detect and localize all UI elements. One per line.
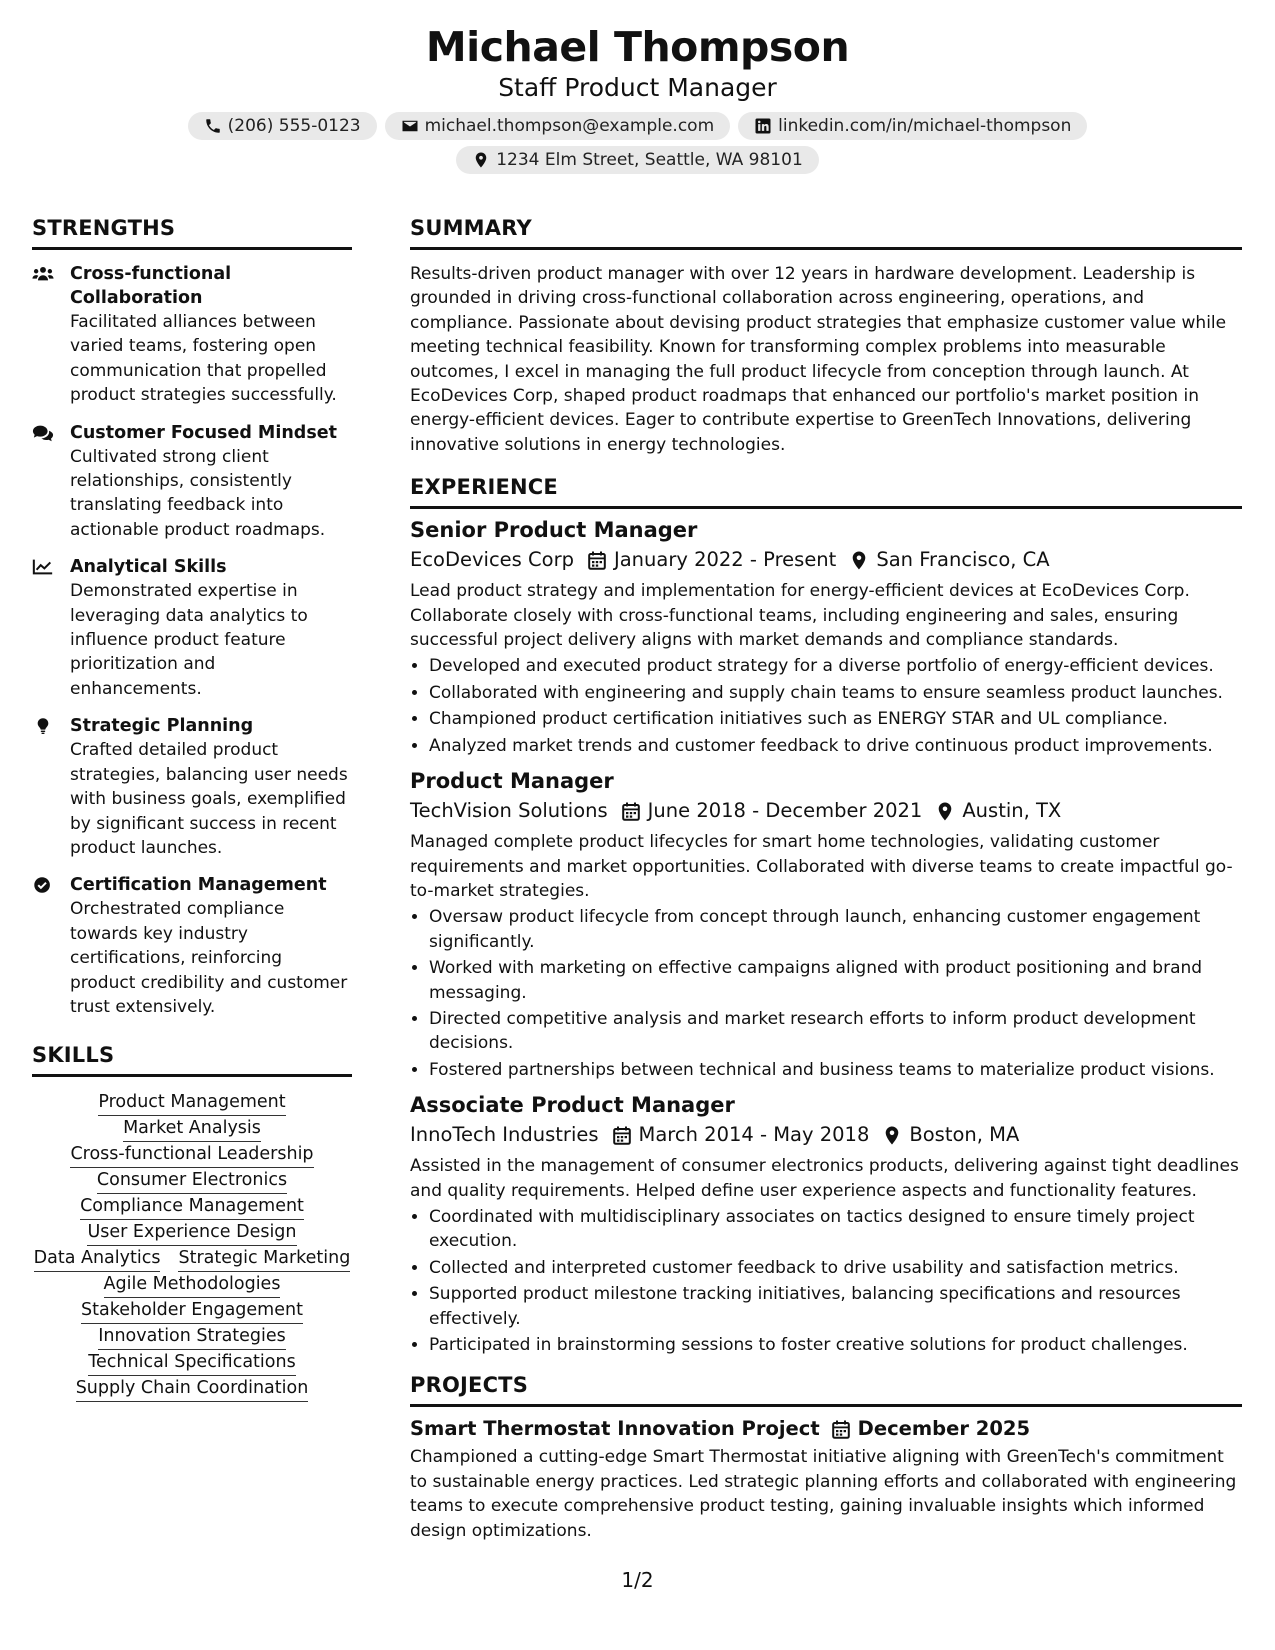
map-marker-icon xyxy=(883,1126,901,1145)
strength-desc: Orchestrated compliance towards key industry certifications, reinforcing product credibility and customer trust extensively. xyxy=(70,899,348,1017)
summary-text: Results-driven product manager with over 12 years in hardware development. Leadership is grounded in driving cross-functional collaboration across engineering, operations, and compliance. Passionate about devising product strategies that emphasize customer value while meeting technical feasibility. Known for transforming complex problems into measurable outcomes, I excel in managing the full product lifecycle from conception through launch. At EcoDevices Corp, shaped product roadmaps that enhanced our portfolio's market position in energy-efficient devices. Eager to contribute expertise to GreenTech Innovations, delivering innovative solutions in energy technologies. xyxy=(410,264,1227,455)
left-column xyxy=(32,214,352,1401)
skill-row xyxy=(32,1115,352,1141)
skill-tag: Compliance Management xyxy=(80,1196,304,1220)
comments-icon xyxy=(32,424,54,442)
job-dates: January 2022 - Present xyxy=(613,548,837,572)
skill-row xyxy=(32,1219,352,1245)
calendar-icon xyxy=(622,802,640,821)
bullet-item: • Oversaw product lifecycle from concept through launch, enhancing customer engagement significantly. xyxy=(429,905,1242,954)
phone-icon xyxy=(204,117,222,135)
job-location: San Francisco, CA xyxy=(876,548,1050,572)
job-meta xyxy=(410,796,1242,826)
skill-tag: Innovation Strategies xyxy=(98,1326,286,1350)
skills-list xyxy=(32,1089,352,1401)
bullet-item: • Participated in brainstorming sessions to foster creative solutions for product challenges. xyxy=(429,1333,1242,1357)
job-company: TechVision Solutions xyxy=(410,799,608,823)
bullet-item: • Coordinated with multidisciplinary associates on tactics designed to ensure timely project execution. xyxy=(429,1205,1242,1254)
bullet-item: • Collaborated with engineering and supply chain teams to ensure seamless product launches. xyxy=(429,681,1242,705)
map-marker-icon xyxy=(936,802,954,821)
calendar-icon xyxy=(588,551,606,570)
skill-row xyxy=(32,1375,352,1401)
strength-desc: Demonstrated expertise in leveraging data analytics to influence product feature prioritization and enhancements. xyxy=(70,581,308,699)
job-location: Austin, TX xyxy=(962,799,1062,823)
job-company: EcoDevices Corp xyxy=(410,548,574,572)
skill-row xyxy=(32,1323,352,1349)
bullet-item: • Supported product milestone tracking initiatives, balancing specifications and resources effectively. xyxy=(429,1282,1242,1331)
strength-desc: Facilitated alliances between varied teams, fostering open communication that propelled product strategies successfully. xyxy=(70,312,337,406)
project-entry xyxy=(410,1415,1242,1543)
map-marker-icon xyxy=(850,551,868,570)
strength-title: Cross-functional Collaboration xyxy=(70,264,232,308)
skill-tag: User Experience Design xyxy=(87,1222,296,1246)
skill-tag: Market Analysis xyxy=(123,1118,261,1142)
skill-row xyxy=(32,1141,352,1167)
skill-row xyxy=(32,1193,352,1219)
right-column xyxy=(410,214,1242,1543)
skill-row xyxy=(32,1271,352,1297)
skill-tag: Agile Methodologies xyxy=(104,1274,281,1298)
job-meta xyxy=(410,1120,1242,1150)
skill-tag: Stakeholder Engagement xyxy=(81,1300,303,1324)
address-text: 1234 Elm Street, Seattle, WA 98101 xyxy=(496,150,803,170)
linkedin-contact[interactable] xyxy=(738,112,1087,140)
resume-header xyxy=(0,20,1275,174)
bullet-item: • Fostered partnerships between technical and business teams to materialize product visions. xyxy=(429,1058,1242,1082)
skill-tag: Technical Specifications xyxy=(88,1352,295,1376)
map-marker-icon xyxy=(472,151,490,169)
job-entry xyxy=(410,515,1242,758)
strengths-heading: STRENGTHS xyxy=(32,214,352,250)
address-contact xyxy=(456,146,819,174)
project-date: December 2025 xyxy=(857,1417,1031,1441)
bullet-item: • Developed and executed product strategy for a diverse portfolio of energy-efficient devices. xyxy=(429,654,1242,678)
linkedin-icon xyxy=(754,117,772,135)
job-desc: Assisted in the management of consumer electronics products, delivering against tight deadlines and quality requirements. Helped define user experience aspects and functionality features. xyxy=(410,1156,1239,1201)
job-title: Associate Product Manager xyxy=(410,1093,735,1118)
job-title: Senior Product Manager xyxy=(410,518,698,543)
strength-item xyxy=(32,421,352,543)
strength-title: Customer Focused Mindset xyxy=(70,422,337,443)
lightbulb-icon xyxy=(32,717,54,735)
job-desc: Managed complete product lifecycles for smart home technologies, validating customer requirements and market opportunities. Collaborated with diverse teams to create impactful go-to-market strategies. xyxy=(410,832,1233,901)
skill-tag: Supply Chain Coordination xyxy=(76,1378,309,1402)
job-desc: Lead product strategy and implementation for energy-efficient devices at EcoDevices Corp. Collaborate closely with cross-functional teams, including engineering and sales, ensuring successful project delivery aligns with market demands and compliance standards. xyxy=(410,581,1190,651)
job-location: Boston, MA xyxy=(909,1123,1020,1147)
contact-info xyxy=(0,112,1275,174)
job-company: InnoTech Industries xyxy=(410,1123,599,1147)
job-bullets xyxy=(410,1205,1242,1357)
phone-contact[interactable] xyxy=(188,112,377,140)
projects-heading: PROJECTS xyxy=(410,1371,1242,1407)
skill-row xyxy=(32,1297,352,1323)
strength-desc: Cultivated strong client relationships, consistently translating feedback into actionable product roadmaps. xyxy=(70,446,326,540)
bullet-item: • Worked with marketing on effective campaigns aligned with product positioning and brand messaging. xyxy=(429,956,1242,1005)
strength-desc: Crafted detailed product strategies, balancing user needs with business goals, exemplified by significant success in recent product launches. xyxy=(70,740,348,858)
project-desc: Championed a cutting-edge Smart Thermostat initiative aligning with GreenTech's commitment to sustainable energy practices. Led strategic planning efforts and collaborated with engineering teams to execute comprehensive product testing, gaining invaluable insights which informed design optimizations. xyxy=(410,1447,1237,1541)
job-title: Product Manager xyxy=(410,769,614,794)
bullet-item: • Analyzed market trends and customer feedback to drive continuous product improvements. xyxy=(429,734,1242,758)
skill-row xyxy=(32,1089,352,1115)
job-bullets xyxy=(410,654,1242,758)
calendar-icon xyxy=(832,1420,850,1439)
skills-heading: SKILLS xyxy=(32,1041,352,1077)
check-circle-icon xyxy=(32,876,54,894)
bullet-item: • Championed product certification initiatives such as ENERGY STAR and UL compliance. xyxy=(429,707,1242,731)
job-entry xyxy=(410,766,1242,1082)
job-dates: March 2014 - May 2018 xyxy=(638,1123,870,1147)
bullet-item: • Directed competitive analysis and market research efforts to inform product development decisions. xyxy=(429,1007,1242,1056)
skill-tag: Consumer Electronics xyxy=(97,1170,287,1194)
skill-row xyxy=(32,1349,352,1375)
skill-tag: Cross-functional Leadership xyxy=(70,1144,313,1168)
summary-heading: SUMMARY xyxy=(410,214,1242,250)
skill-tag: Strategic Marketing xyxy=(178,1248,350,1272)
envelope-icon xyxy=(401,117,419,135)
calendar-icon xyxy=(613,1126,631,1145)
strength-title: Certification Management xyxy=(70,875,327,896)
page-number: 1/2 xyxy=(621,1568,654,1592)
skill-row xyxy=(32,1167,352,1193)
job-dates: June 2018 - December 2021 xyxy=(647,799,923,823)
bullet-item: • Collected and interpreted customer feedback to drive usability and satisfaction metrics. xyxy=(429,1256,1242,1280)
chart-line-icon xyxy=(32,558,54,576)
strength-item xyxy=(32,262,352,408)
job-entry xyxy=(410,1090,1242,1357)
phone-text: (206) 555-0123 xyxy=(227,116,361,136)
candidate-name: Michael Thompson xyxy=(425,23,850,71)
experience-heading: EXPERIENCE xyxy=(410,473,1242,509)
strength-item xyxy=(32,714,352,860)
candidate-title: Staff Product Manager xyxy=(498,73,777,102)
job-meta xyxy=(410,545,1242,575)
email-contact[interactable] xyxy=(385,112,731,140)
strength-title: Strategic Planning xyxy=(70,716,254,737)
job-bullets xyxy=(410,905,1242,1082)
strength-item xyxy=(32,555,352,701)
linkedin-text: linkedin.com/in/michael-thompson xyxy=(778,116,1072,136)
project-title: Smart Thermostat Innovation Project xyxy=(410,1417,820,1441)
skill-row xyxy=(32,1245,352,1271)
users-icon xyxy=(32,265,54,283)
skill-tag: Data Analytics xyxy=(34,1248,161,1272)
skill-tag: Product Management xyxy=(98,1092,285,1116)
strength-item xyxy=(32,873,352,1019)
email-text: michael.thompson@example.com xyxy=(424,116,715,136)
strength-title: Analytical Skills xyxy=(70,557,227,578)
project-header xyxy=(410,1415,1242,1443)
